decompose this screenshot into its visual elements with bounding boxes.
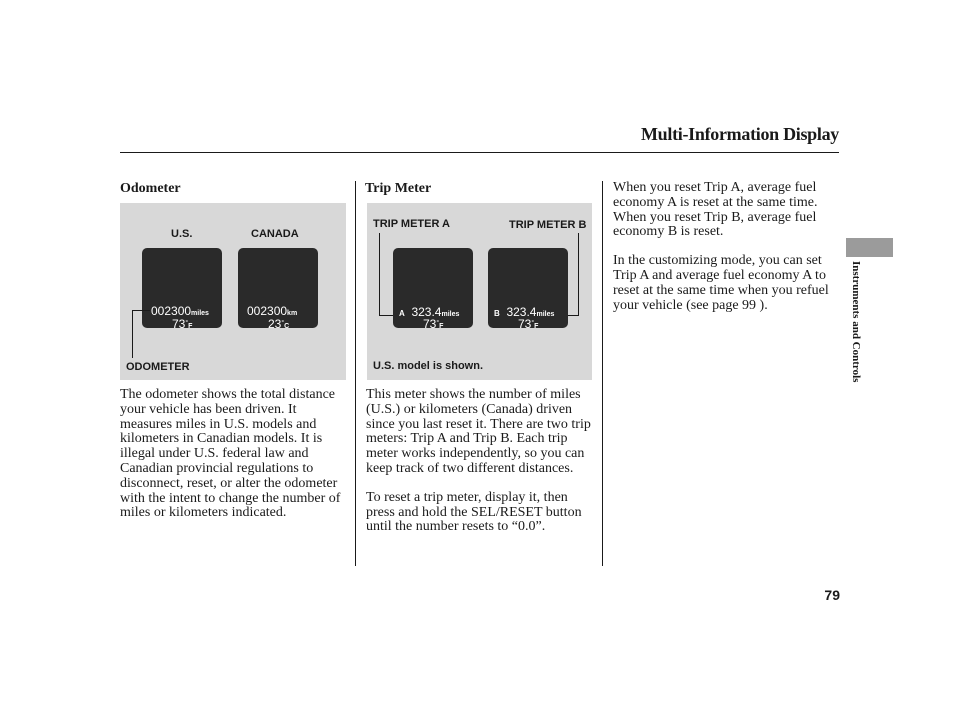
section-tab <box>846 238 893 257</box>
degree-icon: ° <box>281 320 285 327</box>
us-odometer-reading <box>151 304 209 318</box>
trip-meter-paragraph-2: To reset a trip meter, display it, then press and hold the SEL/RESET button until the number resets to “0.0”. <box>366 489 582 535</box>
page-title: Multi-Information Display <box>640 124 839 144</box>
us-temp-value: 73 <box>172 317 186 331</box>
column-divider-1 <box>355 181 356 566</box>
trip-b-value: 323.4 <box>506 305 537 319</box>
degree-icon: ° <box>185 320 189 327</box>
section-tab-label: Instruments and Controls <box>850 261 862 383</box>
trip-a-leader-vertical <box>379 233 380 316</box>
trip-a-temperature <box>423 317 443 331</box>
trip-b-temperature <box>518 317 538 331</box>
figure-caption: U.S. model is shown. <box>373 360 484 372</box>
odometer-description <box>120 388 346 521</box>
label-us: U.S. <box>171 228 193 240</box>
trip-b-temp-value: 73 <box>518 317 532 331</box>
trip-meter-figure <box>367 203 592 380</box>
canada-odometer-value: 002300 <box>247 304 288 318</box>
degree-icon: ° <box>436 320 440 327</box>
trip-meter-description <box>366 388 594 535</box>
trip-a-value: 323.4 <box>411 305 442 319</box>
odometer-leader-vertical <box>132 310 133 358</box>
label-odometer: ODOMETER <box>126 361 190 373</box>
odometer-heading: Odometer <box>120 181 181 196</box>
trip-b-unit: miles <box>536 311 555 318</box>
odometer-leader-horizontal <box>132 310 150 311</box>
trip-b-display-screen <box>488 248 568 331</box>
label-canada: CANADA <box>251 228 299 240</box>
us-display-screen <box>142 248 222 331</box>
trip-a-letter: A <box>399 309 405 318</box>
right-paragraph-2: In the customizing mode, you can set Trip A and average fuel economy A to reset at the same time when you refuel your vehicle (see page 99 ). <box>613 253 829 313</box>
column-divider-2 <box>602 181 603 566</box>
header-rule <box>120 152 839 153</box>
trip-a-temp-value: 73 <box>423 317 437 331</box>
trip-meter-paragraph-1: This meter shows the number of miles (U.S.) or kilometers (Canada) driven since you last reset it. There are two trip meters: Trip A and Trip B. Each trip meter works independently, so you can keep track of two different distances. <box>366 387 591 476</box>
trip-a-display-screen <box>393 248 473 331</box>
canada-odometer-unit: km <box>287 310 298 317</box>
page-number: 79 <box>824 587 840 603</box>
us-temperature <box>172 317 192 331</box>
canada-odometer-reading <box>247 304 297 318</box>
degree-icon: ° <box>531 320 535 327</box>
odometer-paragraph: The odometer shows the total distance your vehicle has been driven. It measures miles in U.S. models and kilometers in Canadian models. It is illegal under U.S. federal law and Canadian provincial regulations to disconnect, reset, or alter the odometer with the intent to change the number of miles or kilometers indicated. <box>120 387 341 521</box>
trip-a-unit: miles <box>441 311 460 318</box>
right-paragraph-1: When you reset Trip A, average fuel economy A is reset at the same time. When you reset Trip B, average fuel economy B is reset. <box>613 180 818 240</box>
trip-b-letter: B <box>494 309 500 318</box>
trip-meter-heading: Trip Meter <box>365 181 432 196</box>
trip-b-temp-unit: F <box>534 323 539 330</box>
odometer-figure <box>120 203 346 380</box>
label-trip-meter-a: TRIP METER A <box>373 218 451 230</box>
us-odometer-unit: miles <box>191 310 209 317</box>
canada-temp-unit: C <box>284 323 290 330</box>
canada-temp-value: 23 <box>268 317 282 331</box>
us-odometer-value: 002300 <box>151 304 192 318</box>
label-trip-meter-b: TRIP METER B <box>509 219 587 231</box>
canada-temperature <box>268 317 289 331</box>
right-column-text <box>613 181 841 313</box>
canada-display-screen <box>238 248 318 331</box>
trip-b-leader-vertical <box>578 233 579 316</box>
us-temp-unit: F <box>188 323 193 330</box>
trip-a-temp-unit: F <box>439 323 444 330</box>
